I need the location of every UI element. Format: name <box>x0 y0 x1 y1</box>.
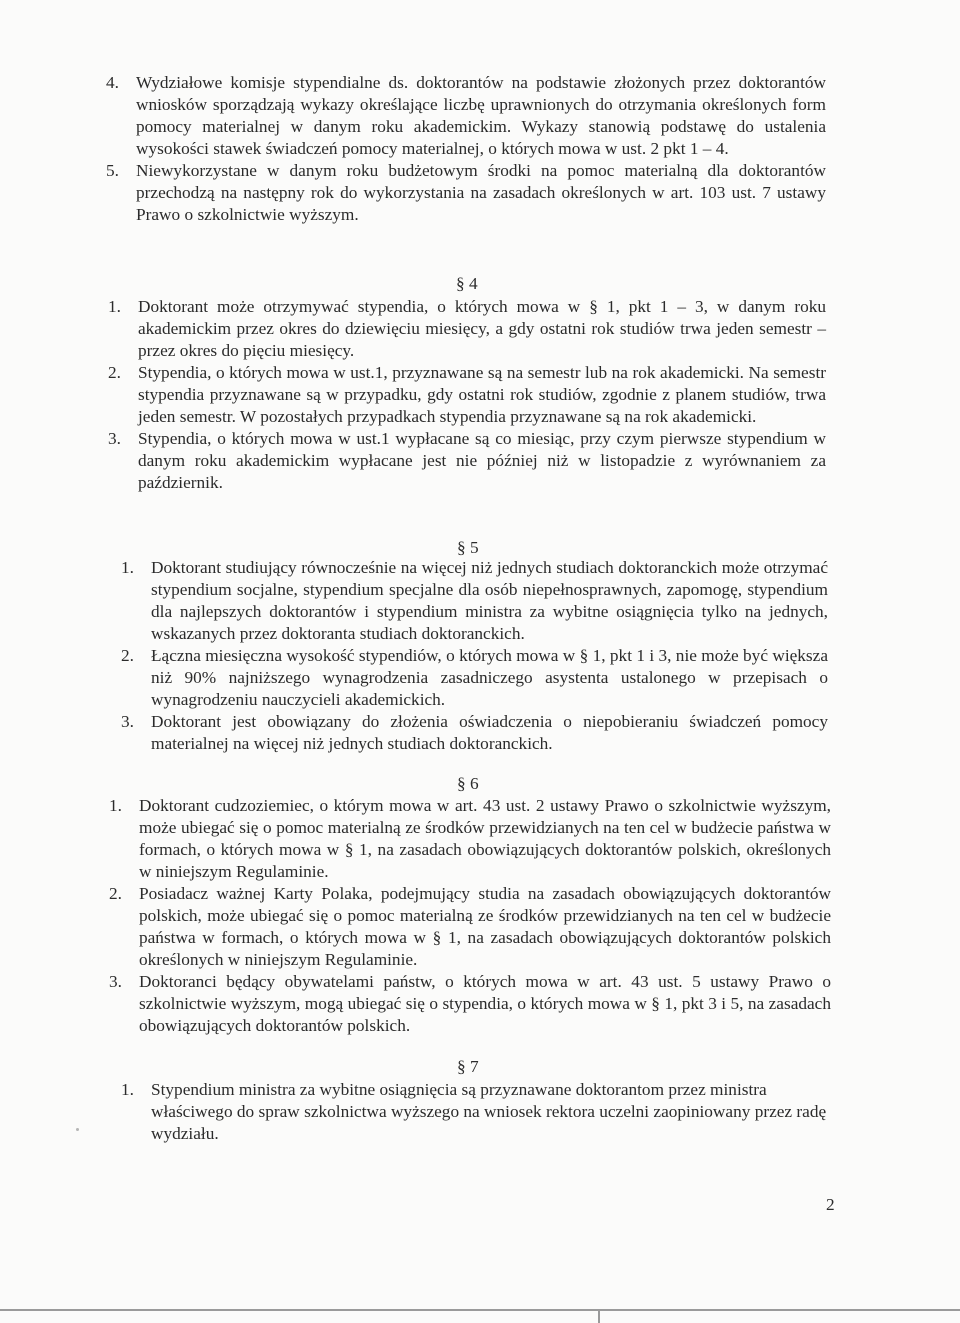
item-number: 1. <box>121 1080 134 1099</box>
list-item <box>121 1079 837 1145</box>
list-item <box>108 428 826 494</box>
list-item <box>121 645 828 711</box>
item-text: Stypendia, o których mowa w ust.1, przyznawane są na semestr lub na rok akademicki. Na semestr stypendia przyznawane są w przypadku, gdy ostatni rok studiów, zgodnie z planem studiów, trwa jeden semestr. W pozostałych przypadkach stypendia przyznawane są na rok akademicki. <box>138 363 826 426</box>
section-4 <box>108 296 826 494</box>
item-number: 1. <box>108 297 121 316</box>
scan-bottom-edge <box>0 1309 960 1311</box>
item-number: 4. <box>106 73 119 92</box>
page-number: 2 <box>826 1195 835 1214</box>
section-3-continuation <box>106 72 826 226</box>
list-item <box>121 711 828 755</box>
list-item <box>109 795 831 883</box>
item-number: 1. <box>109 796 122 815</box>
item-text: Doktorant może otrzymywać stypendia, o których mowa w § 1, pkt 1 – 3, w danym roku akademickim przez okres do dziewięciu miesięcy, a gdy ostatni rok studiów trwa jeden semestr – przez okres do pięciu miesięcy. <box>138 297 826 360</box>
item-text: Stypendia, o których mowa w ust.1 wypłacane są co miesiąc, przy czym pierwsze stypendium w danym roku akademickim wypłacane jest nie później niż w listopadzie z wyrównaniem za październik. <box>138 429 826 492</box>
item-text: Doktorant studiujący równocześnie na więcej niż jednych studiach doktoranckich może otrzymać stypendium socjalne, stypendium specjalne dla osób niepełnosprawnych, zapomogę, stypendium dla najlepszych doktorantów i stypendium ministra za wybitne osiągnięcia tylko na jednych, wskazanych przez doktoranta studiach doktoranckich. <box>151 558 828 643</box>
item-number: 3. <box>121 712 134 731</box>
item-number: 3. <box>109 972 122 991</box>
list-item <box>121 557 828 645</box>
item-number: 5. <box>106 161 119 180</box>
item-number: 1. <box>121 558 134 577</box>
list-item <box>109 883 831 971</box>
section-heading-4: § 4 <box>456 274 478 293</box>
item-text: Łączna miesięczna wysokość stypendiów, o których mowa w § 1, pkt 1 i 3, nie może być większa niż 90% najniższego wynagrodzenia zasadniczego asystenta ustalonego w przepisach o wynagrodzeniu nauczycieli akademickich. <box>151 646 828 709</box>
list-item <box>106 72 826 160</box>
scan-edge-mark <box>598 1309 600 1323</box>
item-text: Niewykorzystane w danym roku budżetowym środki na pomoc materialną dla doktorantów przechodzą na następny rok do wykorzystania na zasadach określonych w art. 103 ust. 7 ustawy Prawo o szkolnictwie wyższym. <box>136 161 826 224</box>
item-number: 2. <box>109 884 122 903</box>
section-heading-5: § 5 <box>457 538 479 557</box>
section-7 <box>121 1079 837 1145</box>
list-item <box>106 160 826 226</box>
item-text: Wydziałowe komisje stypendialne ds. doktorantów na podstawie złożonych przez doktorantów wniosków sporządzają wykazy określające liczbę uprawnionych do otrzymania określonych form pomocy materialnej w danym roku akademickim. Wykazy stanowią podstawę do ustalenia wysokości stawek świadczeń pomocy materialnej, o których mowa w ust. 2 pkt 1 – 4. <box>136 73 826 158</box>
list-item <box>108 362 826 428</box>
item-text: Doktorant cudzoziemiec, o którym mowa w art. 43 ust. 2 ustawy Prawo o szkolnictwie wyższym, może ubiegać się o pomoc materialną ze środków przewidzianych na ten cel w budżecie państwa w formach, o których mowa w § 1, na zasadach obowiązujących doktorantów polskich, określonych w niniejszym Regulaminie. <box>139 796 831 881</box>
item-number: 2. <box>108 363 121 382</box>
section-heading-6: § 6 <box>457 774 479 793</box>
section-heading-7: § 7 <box>457 1057 479 1076</box>
item-text: Doktorant jest obowiązany do złożenia oświadczenia o niepobieraniu świadczeń pomocy materialnej na więcej niż jednych studiach doktoranckich. <box>151 712 828 753</box>
section-6 <box>109 795 831 1037</box>
item-text: Posiadacz ważnej Karty Polaka, podejmujący studia na zasadach obowiązujących doktorantów polskich, może ubiegać się o pomoc materialną ze środków przewidzianych na ten cel w budżecie państwa w formach, o których mowa w § 1, na zasadach obowiązujących doktorantów polskich określonych w niniejszym Regulaminie. <box>139 884 831 969</box>
scan-speck <box>76 1128 79 1131</box>
list-item <box>109 971 831 1037</box>
item-number: 2. <box>121 646 134 665</box>
item-text: Stypendium ministra za wybitne osiągnięcia są przyznawane doktorantom przez ministra właściwego do spraw szkolnictwa wyższego na wniosek rektora uczelni zaopiniowany przez radę wydziału. <box>151 1080 827 1143</box>
item-text: Doktoranci będący obywatelami państw, o których mowa w art. 43 ust. 5 ustawy Prawo o szkolnictwie wyższym, mogą ubiegać się o stypendia, o których mowa w § 1, pkt 3 i 5, na zasadach obowiązujących doktorantów polskich. <box>139 972 831 1035</box>
section-5 <box>121 557 828 755</box>
list-item <box>108 296 826 362</box>
item-number: 3. <box>108 429 121 448</box>
